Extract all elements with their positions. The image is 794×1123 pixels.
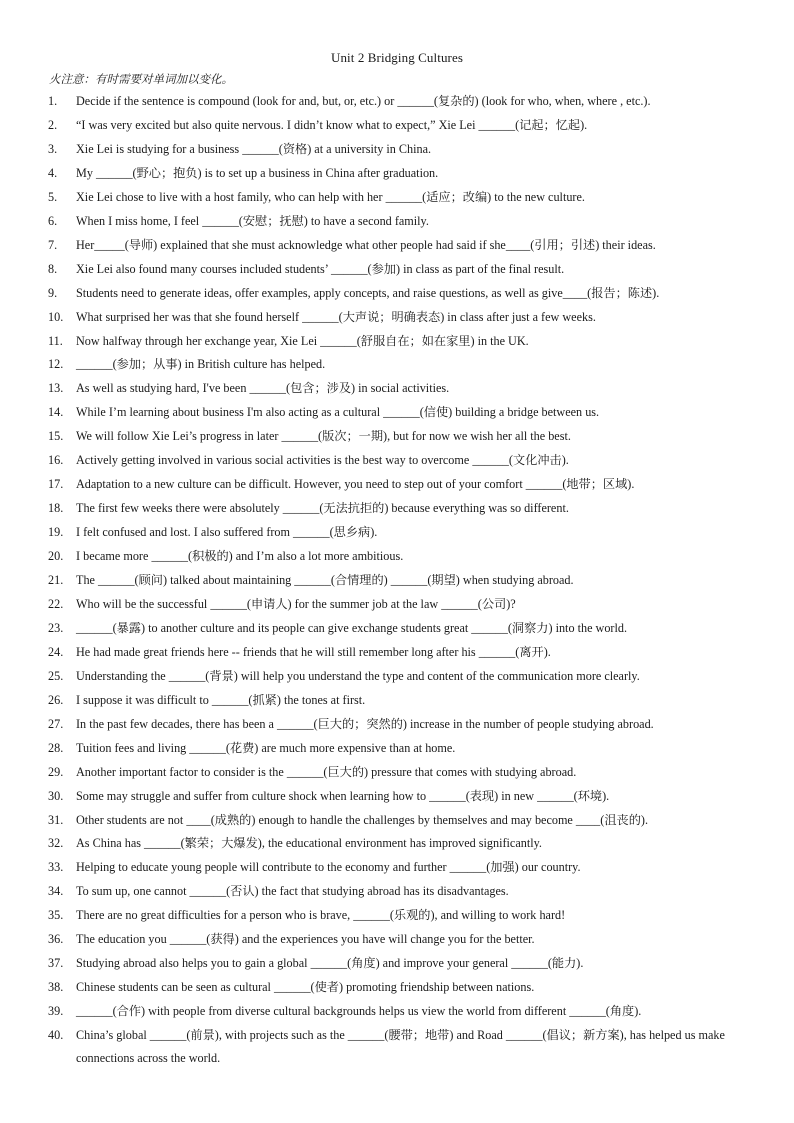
- question-number: 7.: [48, 237, 58, 252]
- question-number: 11.: [48, 333, 63, 348]
- question-number: 24.: [48, 644, 64, 659]
- question-number: 32.: [48, 836, 64, 851]
- question-text: I became more ______(积极的) and I’m also a lot more ambitious.: [76, 549, 404, 564]
- question-text: Who will be the successful ______(申请人) for the summer job at the law ______(公司)?: [76, 596, 516, 611]
- question-text: Students need to generate ideas, offer examples, apply concepts, and raise questions, as well as give____(报告；陈述).: [76, 285, 660, 300]
- question-number: 22.: [48, 596, 64, 611]
- question-number: 34.: [48, 884, 64, 899]
- question-text: As well as studying hard, I've been ______(包含；涉及) in social activities.: [76, 381, 450, 396]
- question-number: 18.: [48, 501, 64, 516]
- question-number: 21.: [48, 573, 64, 587]
- question-text: “I was very excited but also quite nervous. I didn’t know what to expect,” Xie Lei ______(记起；忆起).: [76, 117, 588, 132]
- question-number: 15.: [48, 429, 64, 444]
- question-number: 31.: [48, 812, 64, 827]
- question-text: To sum up, one cannot ______(否认) the fact that studying abroad has its disadvantages.: [76, 884, 509, 899]
- question-text: In the past few decades, there has been a ______(巨大的；突然的) increase in the number of people studying abroad.: [76, 716, 654, 731]
- question-number: 37.: [48, 956, 64, 971]
- question-number: 29.: [48, 764, 64, 779]
- instruction-note: 火注意：有时需要对单词加以变化。: [49, 72, 233, 86]
- question-number: 38.: [48, 980, 64, 995]
- question-text: The first few weeks there were absolutely ______(无法抗拒的) because everything was so different.: [76, 501, 569, 516]
- question-text: Chinese students can be seen as cultural ______(使者) promoting friendship between nations.: [76, 980, 535, 995]
- question-text: Now halfway through her exchange year, Xie Lei ______(舒服自在；如在家里) in the UK.: [76, 333, 529, 348]
- question-number: 2.: [48, 117, 58, 132]
- question-text: ______(暴露) to another culture and its people can give exchange students great ______(洞察力) into the world.: [76, 620, 628, 635]
- question-number: 39.: [48, 1004, 64, 1019]
- question-number: 1.: [48, 94, 58, 108]
- question-text: The education you ______(获得) and the experiences you have will change you for the better.: [76, 932, 535, 947]
- question-number: 4.: [48, 165, 58, 180]
- question-text: Xie Lei also found many courses included students’ ______(参加) in class as part of the final result.: [76, 261, 565, 276]
- question-text: There are no great difficulties for a person who is brave, ______(乐观的), and willing to work hard!: [76, 908, 566, 923]
- question-text: My ______(野心；抱负) is to set up a business in China after graduation.: [76, 165, 439, 180]
- question-number: 12.: [48, 357, 64, 372]
- question-text: He had made great friends here -- friends that he will still remember long after his ______(离开).: [76, 644, 551, 659]
- question-text: Her_____(导师) explained that she must acknowledge what other people had said if she____(引用；引述) their ideas.: [76, 237, 656, 252]
- question-text: Adaptation to a new culture can be difficult. However, you need to step out of your comfort ______(地带；区域).: [76, 477, 635, 492]
- question-text: Decide if the sentence is compound (look for and, but, or, etc.) or ______(复杂的) (look for who, when, where , etc.).: [76, 94, 651, 108]
- question-text: ______(合作) with people from diverse cultural backgrounds helps us view the world from different ______(角度).: [76, 1004, 642, 1019]
- question-text: Studying abroad also helps you to gain a global ______(角度) and improve your general ______(能力).: [76, 956, 584, 971]
- question-number: 13.: [48, 381, 64, 396]
- question-text: What surprised her was that she found herself ______(大声说；明确表态) in class after just a few weeks.: [76, 309, 596, 324]
- question-number: 16.: [48, 453, 64, 468]
- question-text: Understanding the ______(背景) will help you understand the type and content of the communication more clearly.: [76, 668, 640, 683]
- question-number: 5.: [48, 189, 58, 204]
- page-title: Unit 2 Bridging Cultures: [330, 50, 464, 65]
- question-number: 8.: [48, 261, 58, 276]
- question-text: ______(参加；从事) in British culture has helped.: [76, 357, 326, 372]
- question-number: 26.: [48, 692, 64, 707]
- question-number: 40.: [48, 1028, 64, 1043]
- question-number: 19.: [48, 525, 64, 540]
- question-text: Other students are not ____(成熟的) enough to handle the challenges by themselves and may become ____(沮丧的).: [76, 812, 648, 827]
- question-number: 6.: [48, 213, 58, 228]
- question-number: 3.: [48, 141, 58, 156]
- question-number: 33.: [48, 860, 64, 875]
- question-number: 36.: [48, 932, 64, 947]
- question-text: I suppose it was difficult to ______(抓紧) the tones at first.: [76, 692, 366, 707]
- question-text: Some may struggle and suffer from culture shock when learning how to ______(表现) in new ______(环境).: [76, 788, 610, 803]
- question-number: 9.: [48, 285, 58, 300]
- question-number: 10.: [48, 309, 64, 324]
- question-text: China’s global ______(前景), with projects such as the ______(腰带；地带) and Road ______(倡议；新方案), has helped us make connections across the world.: [76, 1028, 725, 1066]
- question-number: 25.: [48, 668, 64, 683]
- question-number: 23.: [48, 620, 64, 635]
- question-number: 20.: [48, 549, 64, 564]
- question-text: Helping to educate young people will contribute to the economy and further ______(加强) our country.: [76, 860, 581, 875]
- question-text: Another important factor to consider is the ______(巨大的) pressure that comes with studying abroad.: [76, 764, 577, 779]
- question-text: Tuition fees and living ______(花费) are much more expensive than at home.: [76, 740, 456, 755]
- question-number: 35.: [48, 908, 64, 923]
- question-text: We will follow Xie Lei’s progress in later ______(版次；一期), but for now we wish her all the best.: [76, 429, 571, 444]
- question-text: When I miss home, I feel ______(安慰；抚慰) to have a second family.: [76, 213, 429, 228]
- question-text: Xie Lei is studying for a business ______(资格) at a university in China.: [76, 141, 432, 156]
- question-text: While I’m learning about business I'm also acting as a cultural ______(信使) building a bridge between us.: [76, 405, 600, 420]
- question-number: 27.: [48, 716, 64, 731]
- question-number: 28.: [48, 740, 64, 755]
- question-text: Actively getting involved in various social activities is the best way to overcome ______(文化冲击).: [76, 453, 569, 468]
- question-number: 14.: [48, 405, 64, 420]
- question-number: 30.: [48, 788, 64, 803]
- question-number: 17.: [48, 477, 64, 492]
- question-text: As China has ______(繁荣；大爆发), the educational environment has improved significantly.: [76, 836, 542, 851]
- question-text: Xie Lei chose to live with a host family, who can help with her ______(适应；改编) to the new culture.: [76, 189, 585, 204]
- question-text: I felt confused and lost. I also suffered from ______(思乡病).: [76, 525, 378, 540]
- question-text: The ______(顾问) talked about maintaining ______(合情理的) ______(期望) when studying abroad.: [76, 573, 574, 587]
